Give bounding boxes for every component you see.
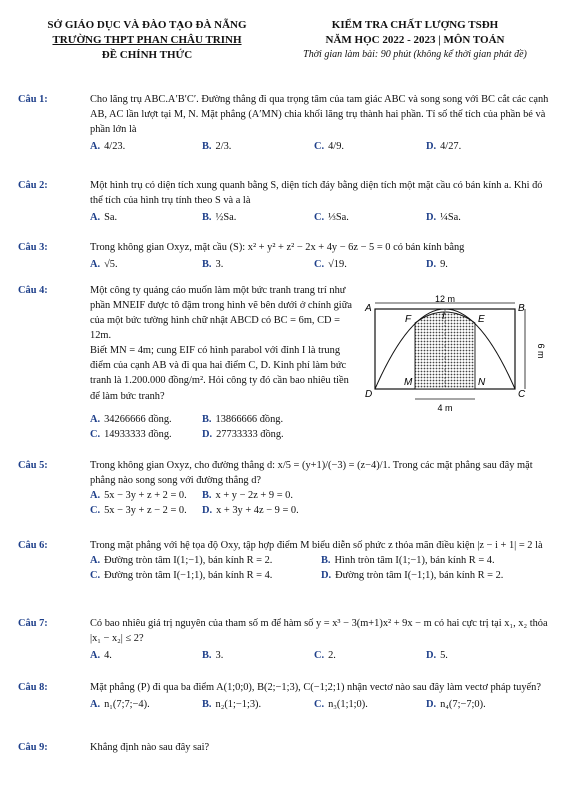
option-key: C. xyxy=(90,505,101,517)
option-key: D. xyxy=(426,212,437,224)
dimension-top-label: 12 m xyxy=(434,295,456,304)
question-6 xyxy=(18,538,552,583)
option-key: D. xyxy=(202,505,213,517)
option-d: ¼Sa. xyxy=(440,212,461,224)
option-b: 3. xyxy=(215,650,224,662)
option-key: B. xyxy=(202,259,212,271)
option-a: 4/23. xyxy=(104,141,126,153)
question-text: Trong không gian Oxyz, cho đường thẳng d: x/5 = (y+1)/(−3) = (z−4)/1. Trong các mặt phẳng sau đây mặt phẳng nào song song với đường thẳng d? xyxy=(90,460,533,487)
point-a-label: A xyxy=(365,303,372,314)
option-key: B. xyxy=(202,650,212,662)
option-a: Đường tròn tâm I(1;−1), bán kính R = 2. xyxy=(104,555,273,567)
option-key: C. xyxy=(314,699,325,711)
exam-title: KIỂM TRA CHẤT LƯỢNG TSĐH xyxy=(331,19,499,31)
dimension-side-label: 6 m xyxy=(536,343,546,359)
question-label: Câu 1: xyxy=(18,94,48,105)
option-key: B. xyxy=(202,699,212,711)
option-b: Hình tròn tâm I(1;−1), bán kính R = 4. xyxy=(334,555,495,567)
option-a: √5. xyxy=(104,259,118,271)
question-1 xyxy=(18,92,552,154)
option-key: D. xyxy=(426,141,437,153)
point-n-label: N xyxy=(478,377,486,388)
question-text: Có bao nhiêu giá trị nguyên của tham số m để hàm số y = x³ − 3(m+1)x² + 9x − m có hai cực trị tại x₁, x₂ thỏa |x₁ − x₂| ≤ 2? xyxy=(90,618,548,645)
option-a: n₁(7;7;−4). xyxy=(104,699,150,711)
option-b: 13866666 đồng. xyxy=(215,413,284,425)
question-text: Khẳng định nào sau đây sai? xyxy=(90,742,210,753)
option-c: ⅓Sa. xyxy=(328,212,349,224)
question-text: Một công ty quảng cáo muốn làm một bức tranh trang trí như phần MNEIF được tô đậm trong hình vẽ bên dưới ở chính giữa của một bức tường hình chữ nhật ABCD có BC = 6m, CD = 12m. xyxy=(90,285,352,342)
school-name: TRƯỜNG THPT PHAN CHÂU TRINH xyxy=(52,33,242,46)
option-key: B. xyxy=(202,490,212,502)
question-text-2: Biết MN = 4m; cung EIF có hình parabol với đỉnh I là trung điểm của cạnh AB và đi qua hai điểm C, D. Kinh phí làm bức tranh là 1.200.000 đồng/m². Hỏi công ty đó cần bao nhiêu tiền để làm bức tranh? xyxy=(90,345,349,402)
point-m-label: M xyxy=(404,377,413,388)
option-b: 2/3. xyxy=(215,141,232,153)
wall-painting-figure xyxy=(360,295,555,415)
option-a: 5x − 3y + z + 2 = 0. xyxy=(104,490,187,502)
question-5 xyxy=(18,458,552,518)
question-label: Câu 8: xyxy=(18,682,48,693)
option-b: n₂(1;−1;3). xyxy=(215,699,262,711)
question-text: Trong mặt phẳng với hệ tọa độ Oxy, tập hợp điểm M biểu diễn số phức z thỏa mãn điều kiện |z − i + 1| = 2 là xyxy=(90,540,543,551)
option-d: n₄(7;−7;0). xyxy=(440,699,486,711)
option-d: 4/27. xyxy=(440,141,462,153)
option-c: 2. xyxy=(328,650,336,662)
question-text: Trong không gian Oxyz, mặt cầu (S): x² + y² + z² − 2x + 4y − 6z − 5 = 0 có bán kính bằng xyxy=(90,242,465,253)
option-c: 4/9. xyxy=(328,141,344,153)
option-b: x + y − 2z + 9 = 0. xyxy=(215,490,293,502)
official-label: ĐỀ CHÍNH THỨC xyxy=(101,48,193,61)
header-left xyxy=(22,18,272,63)
option-b: 3. xyxy=(215,259,224,271)
question-label: Câu 4: xyxy=(18,285,48,296)
option-d: 27733333 đồng. xyxy=(216,428,284,440)
question-text: Cho lăng trụ ABC.A′B′C′. Đường thẳng đi qua trọng tâm của tam giác ABC và song song với BC cắt các cạnh AB, AC lần lượt tại M, N. Mặt phẳng (A′MN) chia khối lăng trụ thành hai phần. Tỉ số thể tích của phần bé và phần lớn là xyxy=(90,94,549,136)
exam-year: NĂM HỌC 2022 - 2023 | MÔN TOÁN xyxy=(325,33,505,46)
option-key: A. xyxy=(90,212,101,224)
option-key: B. xyxy=(202,212,212,224)
option-key: D. xyxy=(426,699,437,711)
question-label: Câu 3: xyxy=(18,242,48,253)
point-i-label: I xyxy=(442,311,445,322)
option-c: 14933333 đồng. xyxy=(104,428,172,440)
option-c: Đường tròn tâm I(−1;1), bán kính R = 4. xyxy=(104,570,273,582)
question-label: Câu 5: xyxy=(18,460,48,471)
option-d: 5. xyxy=(440,650,448,662)
question-8 xyxy=(18,680,552,712)
option-key: D. xyxy=(202,428,213,440)
question-text: Một hình trụ có diện tích xung quanh bằng S, diện tích đáy bằng diện tích một mặt cầu có bán kính a. Khi đó thể tích của hình trụ tính theo S và a là xyxy=(90,180,543,207)
question-3 xyxy=(18,240,552,272)
option-c: √19. xyxy=(328,259,347,271)
option-key: C. xyxy=(314,259,325,271)
option-key: A. xyxy=(90,699,101,711)
option-key: A. xyxy=(90,555,101,567)
question-7 xyxy=(18,616,552,663)
question-text: Mặt phẳng (P) đi qua ba điểm A(1;0;0), B(2;−1;3), C(−1;2;1) nhận vectơ nào sau đây làm vectơ pháp tuyến? xyxy=(90,682,541,693)
option-key: C. xyxy=(314,650,325,662)
option-key: D. xyxy=(426,259,437,271)
option-key: D. xyxy=(426,650,437,662)
option-d: Đường tròn tâm I(−1;1), bán kính R = 2. xyxy=(335,570,504,582)
option-key: A. xyxy=(90,650,101,662)
point-b-label: B xyxy=(518,303,525,314)
question-label: Câu 6: xyxy=(18,540,48,551)
question-9 xyxy=(18,740,552,755)
question-label: Câu 9: xyxy=(18,742,48,753)
option-key: B. xyxy=(202,413,212,425)
option-key: B. xyxy=(321,555,331,567)
option-key: A. xyxy=(90,141,101,153)
point-d-label: D xyxy=(365,389,373,400)
point-f-label: F xyxy=(405,314,412,325)
option-key: D. xyxy=(321,570,332,582)
option-key: A. xyxy=(90,259,101,271)
option-c: n₃(1;1;0). xyxy=(328,699,368,711)
option-key: C. xyxy=(90,428,101,440)
option-key: A. xyxy=(90,413,101,425)
option-a: 4. xyxy=(104,650,112,662)
option-a: 34266666 đồng. xyxy=(104,413,172,425)
option-key: C. xyxy=(90,570,101,582)
exam-time: Thời gian làm bài: 90 phút (không kể thời gian phát đề) xyxy=(303,48,527,60)
option-key: C. xyxy=(314,212,325,224)
option-key: B. xyxy=(202,141,212,153)
question-label: Câu 7: xyxy=(18,618,48,629)
question-label: Câu 2: xyxy=(18,180,48,191)
option-a: Sa. xyxy=(104,212,118,224)
option-b: ½Sa. xyxy=(215,212,237,224)
option-d: 9. xyxy=(440,259,448,271)
header-right xyxy=(270,18,560,61)
point-e-label: E xyxy=(478,314,485,325)
option-d: x + 3y + 4z − 9 = 0. xyxy=(216,505,299,517)
option-key: A. xyxy=(90,490,101,502)
question-2 xyxy=(18,178,552,225)
point-c-label: C xyxy=(518,389,526,400)
option-key: C. xyxy=(314,141,325,153)
school-dept: SỞ GIÁO DỤC VÀ ĐÀO TẠO ĐÀ NẴNG xyxy=(47,19,247,31)
option-c: 5x − 3y + z − 2 = 0. xyxy=(104,505,187,517)
dimension-bottom-label: 4 m xyxy=(437,403,453,413)
